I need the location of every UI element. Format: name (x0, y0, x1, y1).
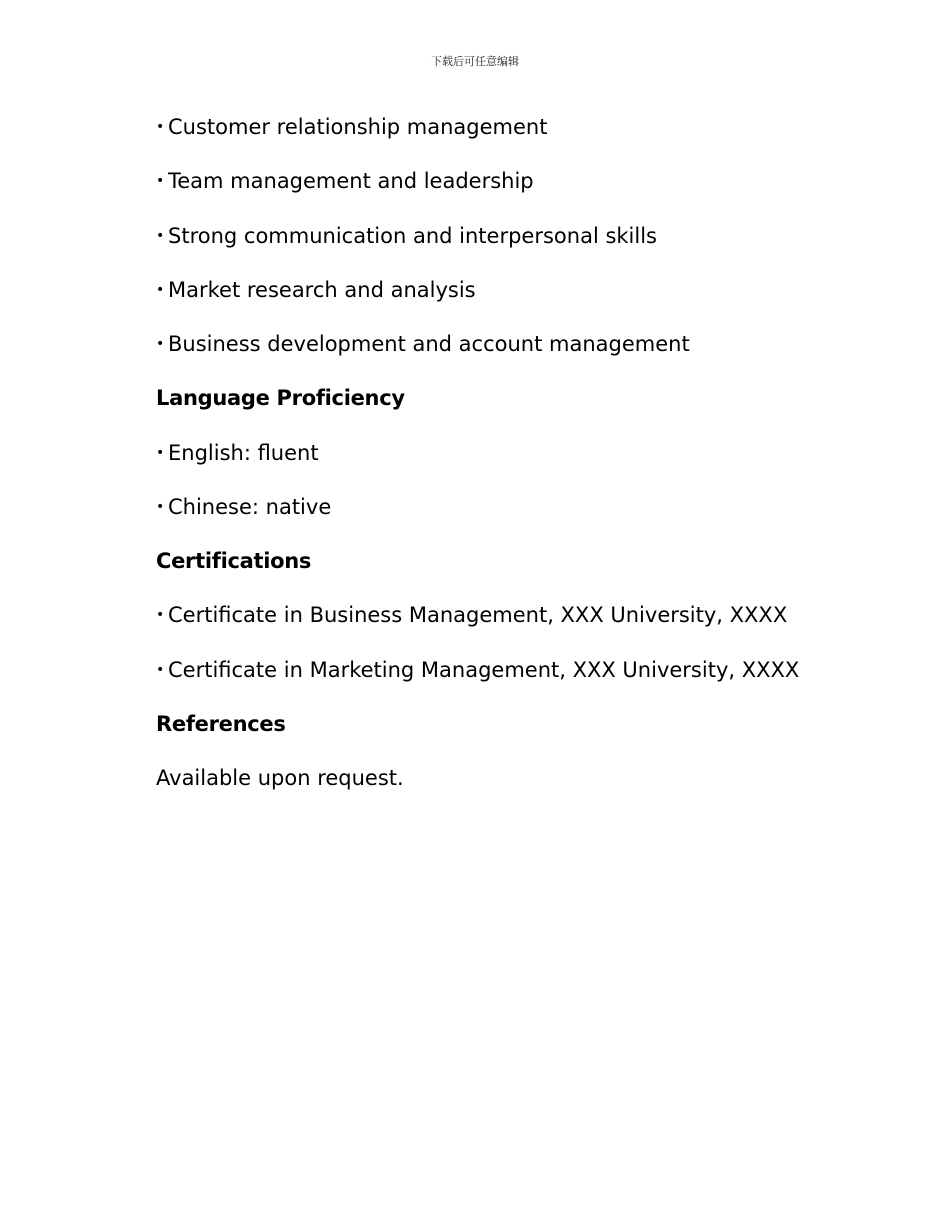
skill-item (156, 329, 856, 383)
page-header-note: 下载后可任意编辑 (431, 55, 519, 68)
certification-text: Certificate in Business Management, XXX University, XXXX (168, 603, 788, 628)
certifications-heading: Certifications (156, 549, 312, 573)
references-heading: References (156, 711, 286, 736)
skill-text: Business development and account management (168, 332, 690, 356)
certification-item (156, 600, 856, 654)
references-text: Available upon request. (156, 766, 404, 790)
skill-item (156, 221, 856, 275)
skill-text: Market research and analysis (168, 277, 476, 302)
language-text: English: fluent (168, 440, 319, 465)
bullet-icon: • (156, 607, 165, 624)
bullet-icon: • (156, 227, 165, 244)
bullet-icon: • (156, 498, 165, 515)
certification-item (156, 655, 856, 709)
language-heading: Language Proficiency (156, 386, 405, 411)
bullet-icon: • (156, 281, 165, 298)
language-item (156, 492, 856, 546)
bullet-icon: • (156, 173, 165, 190)
skill-text: Strong communication and interpersonal skills (168, 223, 657, 248)
skill-text: Team management and leadership (168, 169, 534, 194)
language-item (156, 438, 856, 492)
bullet-icon: • (156, 661, 165, 678)
skill-text: Customer relationship management (168, 115, 548, 139)
skill-item (156, 166, 856, 220)
language-text: Chinese: native (168, 494, 332, 519)
bullet-icon: • (156, 336, 165, 352)
skill-item (156, 112, 856, 166)
certification-text: Certificate in Marketing Management, XXX University, XXXX (168, 657, 800, 682)
bullet-icon: • (156, 119, 165, 135)
bullet-icon: • (156, 444, 165, 461)
skill-item (156, 275, 856, 329)
resume-content (156, 112, 856, 817)
